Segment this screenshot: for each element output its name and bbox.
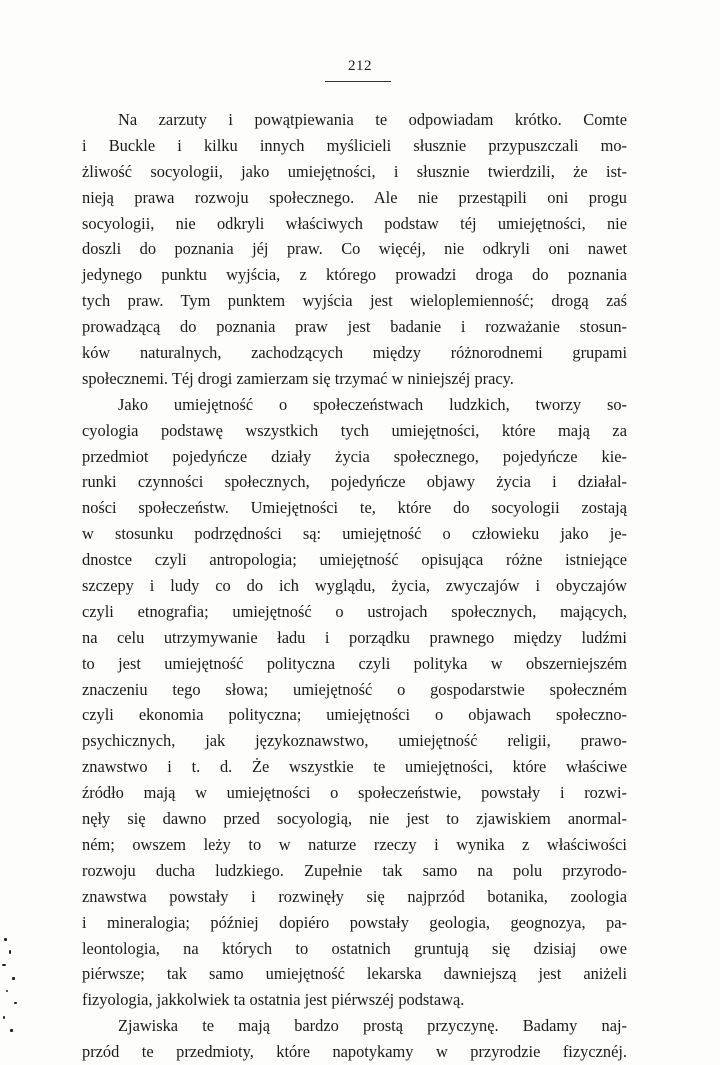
text-line: psychicznych, jak językoznawstwo, umiejętność religii, prawo- <box>82 731 627 751</box>
header-rule <box>325 81 391 82</box>
text-line: na celu utrzymywanie ładu i porządku prawnego między ludźmi <box>82 627 627 647</box>
text-line: cyologia podstawę wszystkich tych umiejętności, które mają za <box>82 420 627 440</box>
text-line: znaczeniu tego słowa; umiejętność o gospodarstwie społeczném <box>82 679 627 699</box>
text-line: leontologia, na których to ostatnich gruntują się dzisiaj owe <box>82 938 627 958</box>
text-line: czyli etnografia; umiejętność o ustrojach społecznych, mających, <box>82 601 627 621</box>
text-line: runki czynności społecznych, pojedyńcze objawy życia i działal- <box>82 472 627 492</box>
text-line: żliwość socyologii, jako umiejętności, i słusznie twierdzili, że ist- <box>82 161 627 181</box>
text-line: szczepy i ludy co do ich wyglądu, życia, zwyczajów i obyczajów <box>82 576 627 596</box>
text-line: rozwoju ducha ludzkiego. Zupełnie tak samo na polu przyrodo- <box>82 860 627 880</box>
page-number: 212 <box>348 58 372 74</box>
text-line: fizyologia, jakkolwiek ta ostatnia jest piérwszéj podstawą. <box>82 990 465 1010</box>
text-line: w stosunku podrzędności są: umiejętność o człowieku jako je- <box>82 524 627 544</box>
text-line: czyli ekonomia polityczna; umiejętności o objawach społeczno- <box>82 705 627 725</box>
text-line: to jest umiejętność polityczna czyli polityka w obszerniejszém <box>82 653 627 673</box>
text-line: przedmiot pojedyńcze działy życia społecznego, pojedyńcze kie- <box>82 446 627 466</box>
text-line: tych praw. Tym punktem wyjścia jest wieloplemienność; drogą zaś <box>82 291 627 311</box>
text-line: przód te przedmioty, które napotykamy w przyrodzie fizycznéj. <box>82 1042 627 1062</box>
body-text <box>82 107 627 1065</box>
text-line: dnostce czyli antropologia; umiejętność opisująca różne istniejące <box>82 550 627 570</box>
text-line: prowadzącą do poznania praw jest badanie i rozważanie stosun- <box>82 317 627 337</box>
scan-margin-specks <box>0 930 22 1050</box>
text-line: i Buckle i kilku innych myślicieli słusznie przypuszczali mo- <box>82 135 627 155</box>
text-line: ném; owszem leży to w naturze rzeczy i wynika z właściwości <box>82 834 627 854</box>
text-line: ności społeczeństw. Umiejętności te, które do socyologii zostają <box>82 498 627 518</box>
text-line: nęły się dawno przed socyologią, nie jest to zjawiskiem anormal- <box>82 809 627 829</box>
text-line: źródło mają w umiejętności o społeczeństwie, powstały i rozwi- <box>82 783 627 803</box>
text-line: doszli do poznania jéj praw. Co więcéj, nie odkryli oni nawet <box>82 239 627 259</box>
text-line: znawstwo i t. d. Że wszystkie te umiejętności, które właściwe <box>82 757 627 777</box>
text-line: Zjawiska te mają bardzo prostą przyczynę. Badamy naj- <box>118 1016 627 1036</box>
text-line: nieją prawa rozwoju społecznego. Ale nie przestąpili oni progu <box>82 187 627 207</box>
text-line: i mineralogia; później dopiéro powstały geologia, geognozya, pa- <box>82 912 627 932</box>
text-line: Jako umiejętność o społeczeństwach ludzkich, tworzy so- <box>118 394 627 414</box>
text-line: jedynego punktu wyjścia, z którego prowadzi droga do poznania <box>82 265 627 285</box>
text-line: znawstwa powstały i rozwinęły się najprzód botanika, zoologia <box>82 886 627 906</box>
text-line: socyologii, nie odkryli właściwych podstaw téj umiejętności, nie <box>82 213 627 233</box>
text-line: ków naturalnych, zachodzących między różnorodnemi grupami <box>82 343 627 363</box>
text-line: społecznemi. Téj drogi zamierzam się trzymać w niniejszéj pracy. <box>82 368 514 388</box>
text-line: Na zarzuty i powątpiewania te odpowiadam krótko. Comte <box>118 110 627 129</box>
text-line: piérwsze; tak samo umiejętność lekarska dawniejszą jest aniżeli <box>82 964 627 984</box>
